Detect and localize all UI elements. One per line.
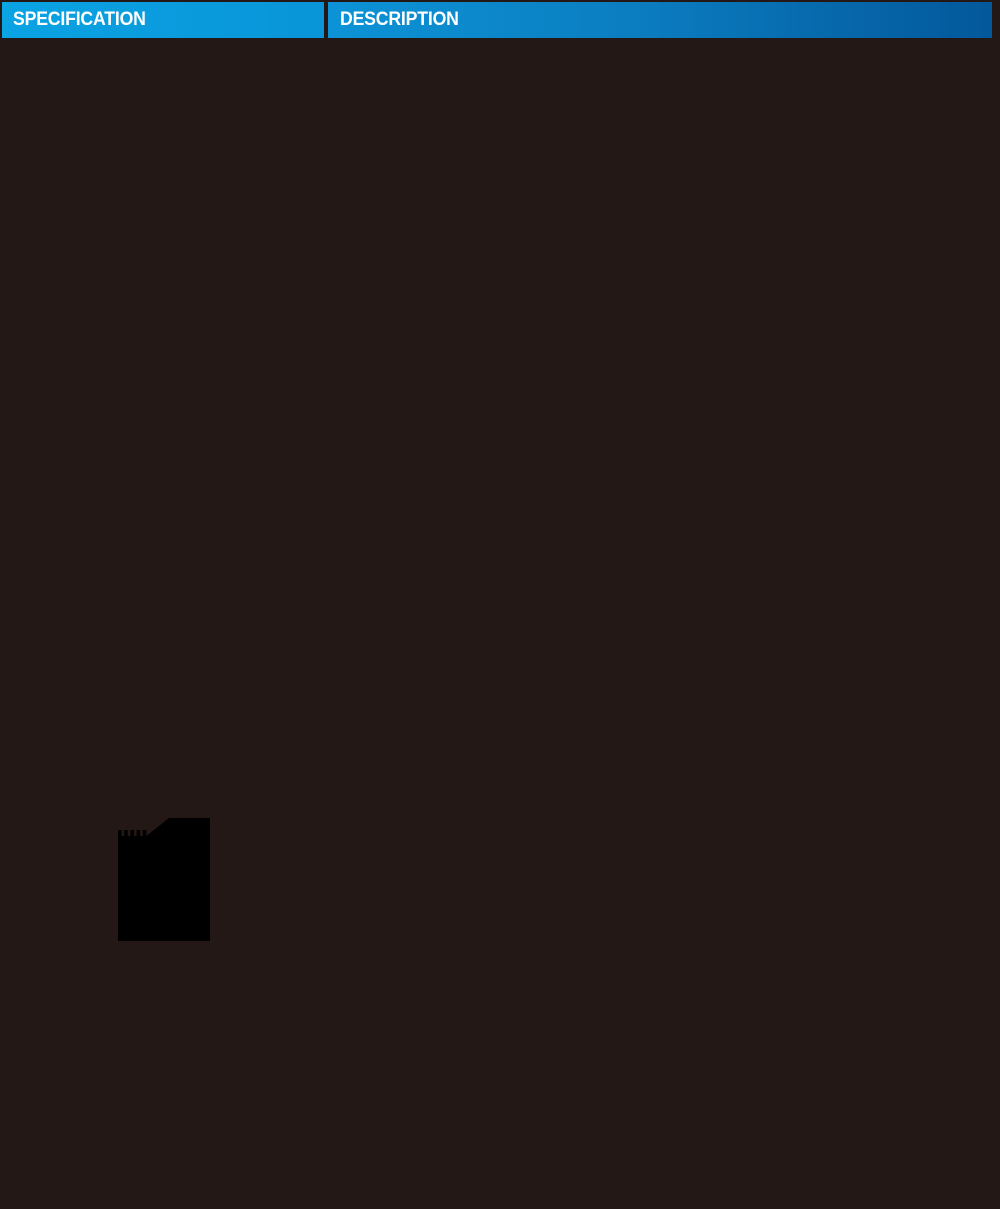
table-header-row (0, 0, 1000, 40)
column-header-specification (2, 2, 324, 38)
microsd-card-icon (118, 818, 210, 941)
description-header-label: DESCRIPTION (340, 9, 459, 30)
specification-header-label: SPECIFICATION (13, 9, 146, 30)
column-header-description (328, 2, 992, 38)
